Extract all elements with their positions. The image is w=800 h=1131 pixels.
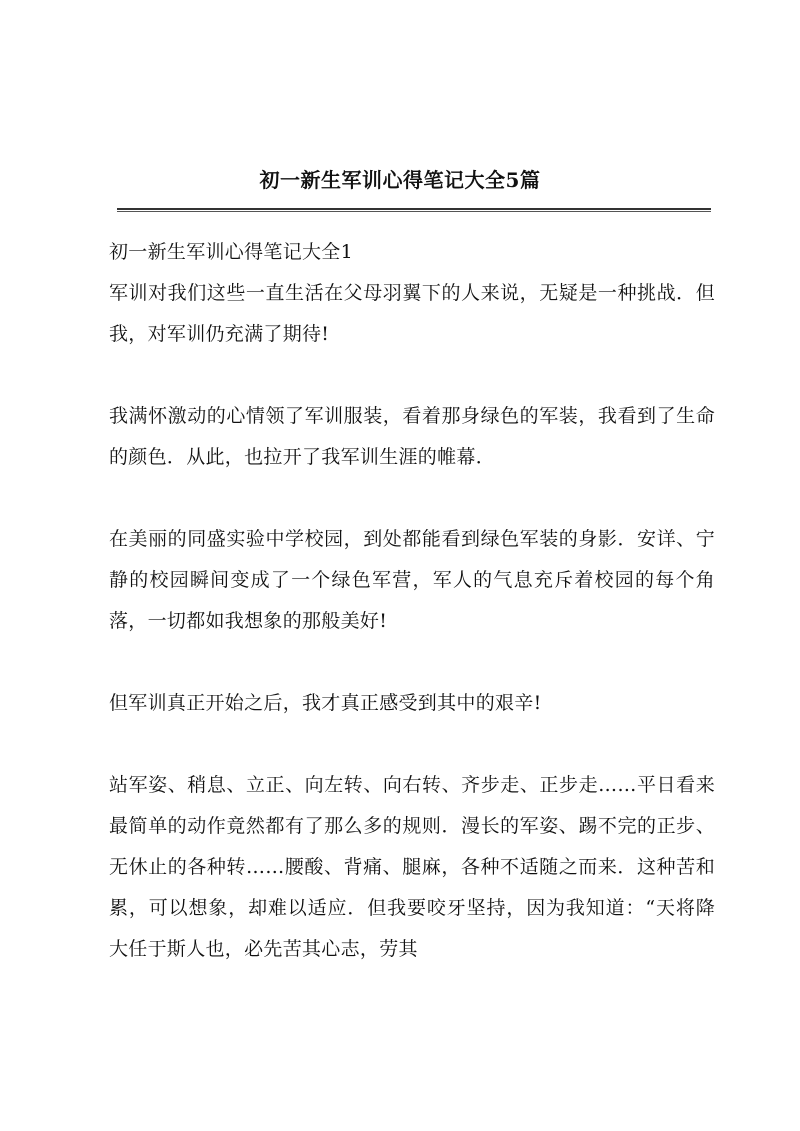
- title-divider: [117, 208, 711, 212]
- section-heading: 初一新生军训心得笔记大全1: [109, 241, 353, 263]
- paragraph: 我满怀激动的心情领了军训服装，看着那身绿色的军装，我看到了生命的颜色．从此，也拉开了我军训生涯的帷幕．: [109, 405, 715, 468]
- document-body: [109, 232, 715, 1011]
- paragraph: 站军姿、稍息、立正、向左转、向右转、齐步走、正步走……平日看来最简单的动作竟然都有了那么多的规则．漫长的军姿、踢不完的正步、无休止的各种转……腰酸、背痛、腿麻，各种不适随之而来．这种苦和累，可以想象，却难以适应．但我要咬牙坚持，因为我知道：“天将降大任于斯人也，必先苦其心志，劳其: [109, 774, 715, 960]
- paragraph: 但军训真正开始之后，我才真正感受到其中的艰辛!: [109, 692, 542, 714]
- paragraph: 军训对我们这些一直生活在父母羽翼下的人来说，无疑是一种挑战．但我，对军训仍充满了期待!: [109, 282, 715, 345]
- document-title: 初一新生军训心得笔记大全5篇: [259, 168, 541, 192]
- paragraph: 在美丽的同盛实验中学校园，到处都能看到绿色军装的身影．安详、宁静的校园瞬间变成了一个绿色军营，军人的气息充斥着校园的每个角落，一切都如我想象的那般美好!: [109, 528, 715, 632]
